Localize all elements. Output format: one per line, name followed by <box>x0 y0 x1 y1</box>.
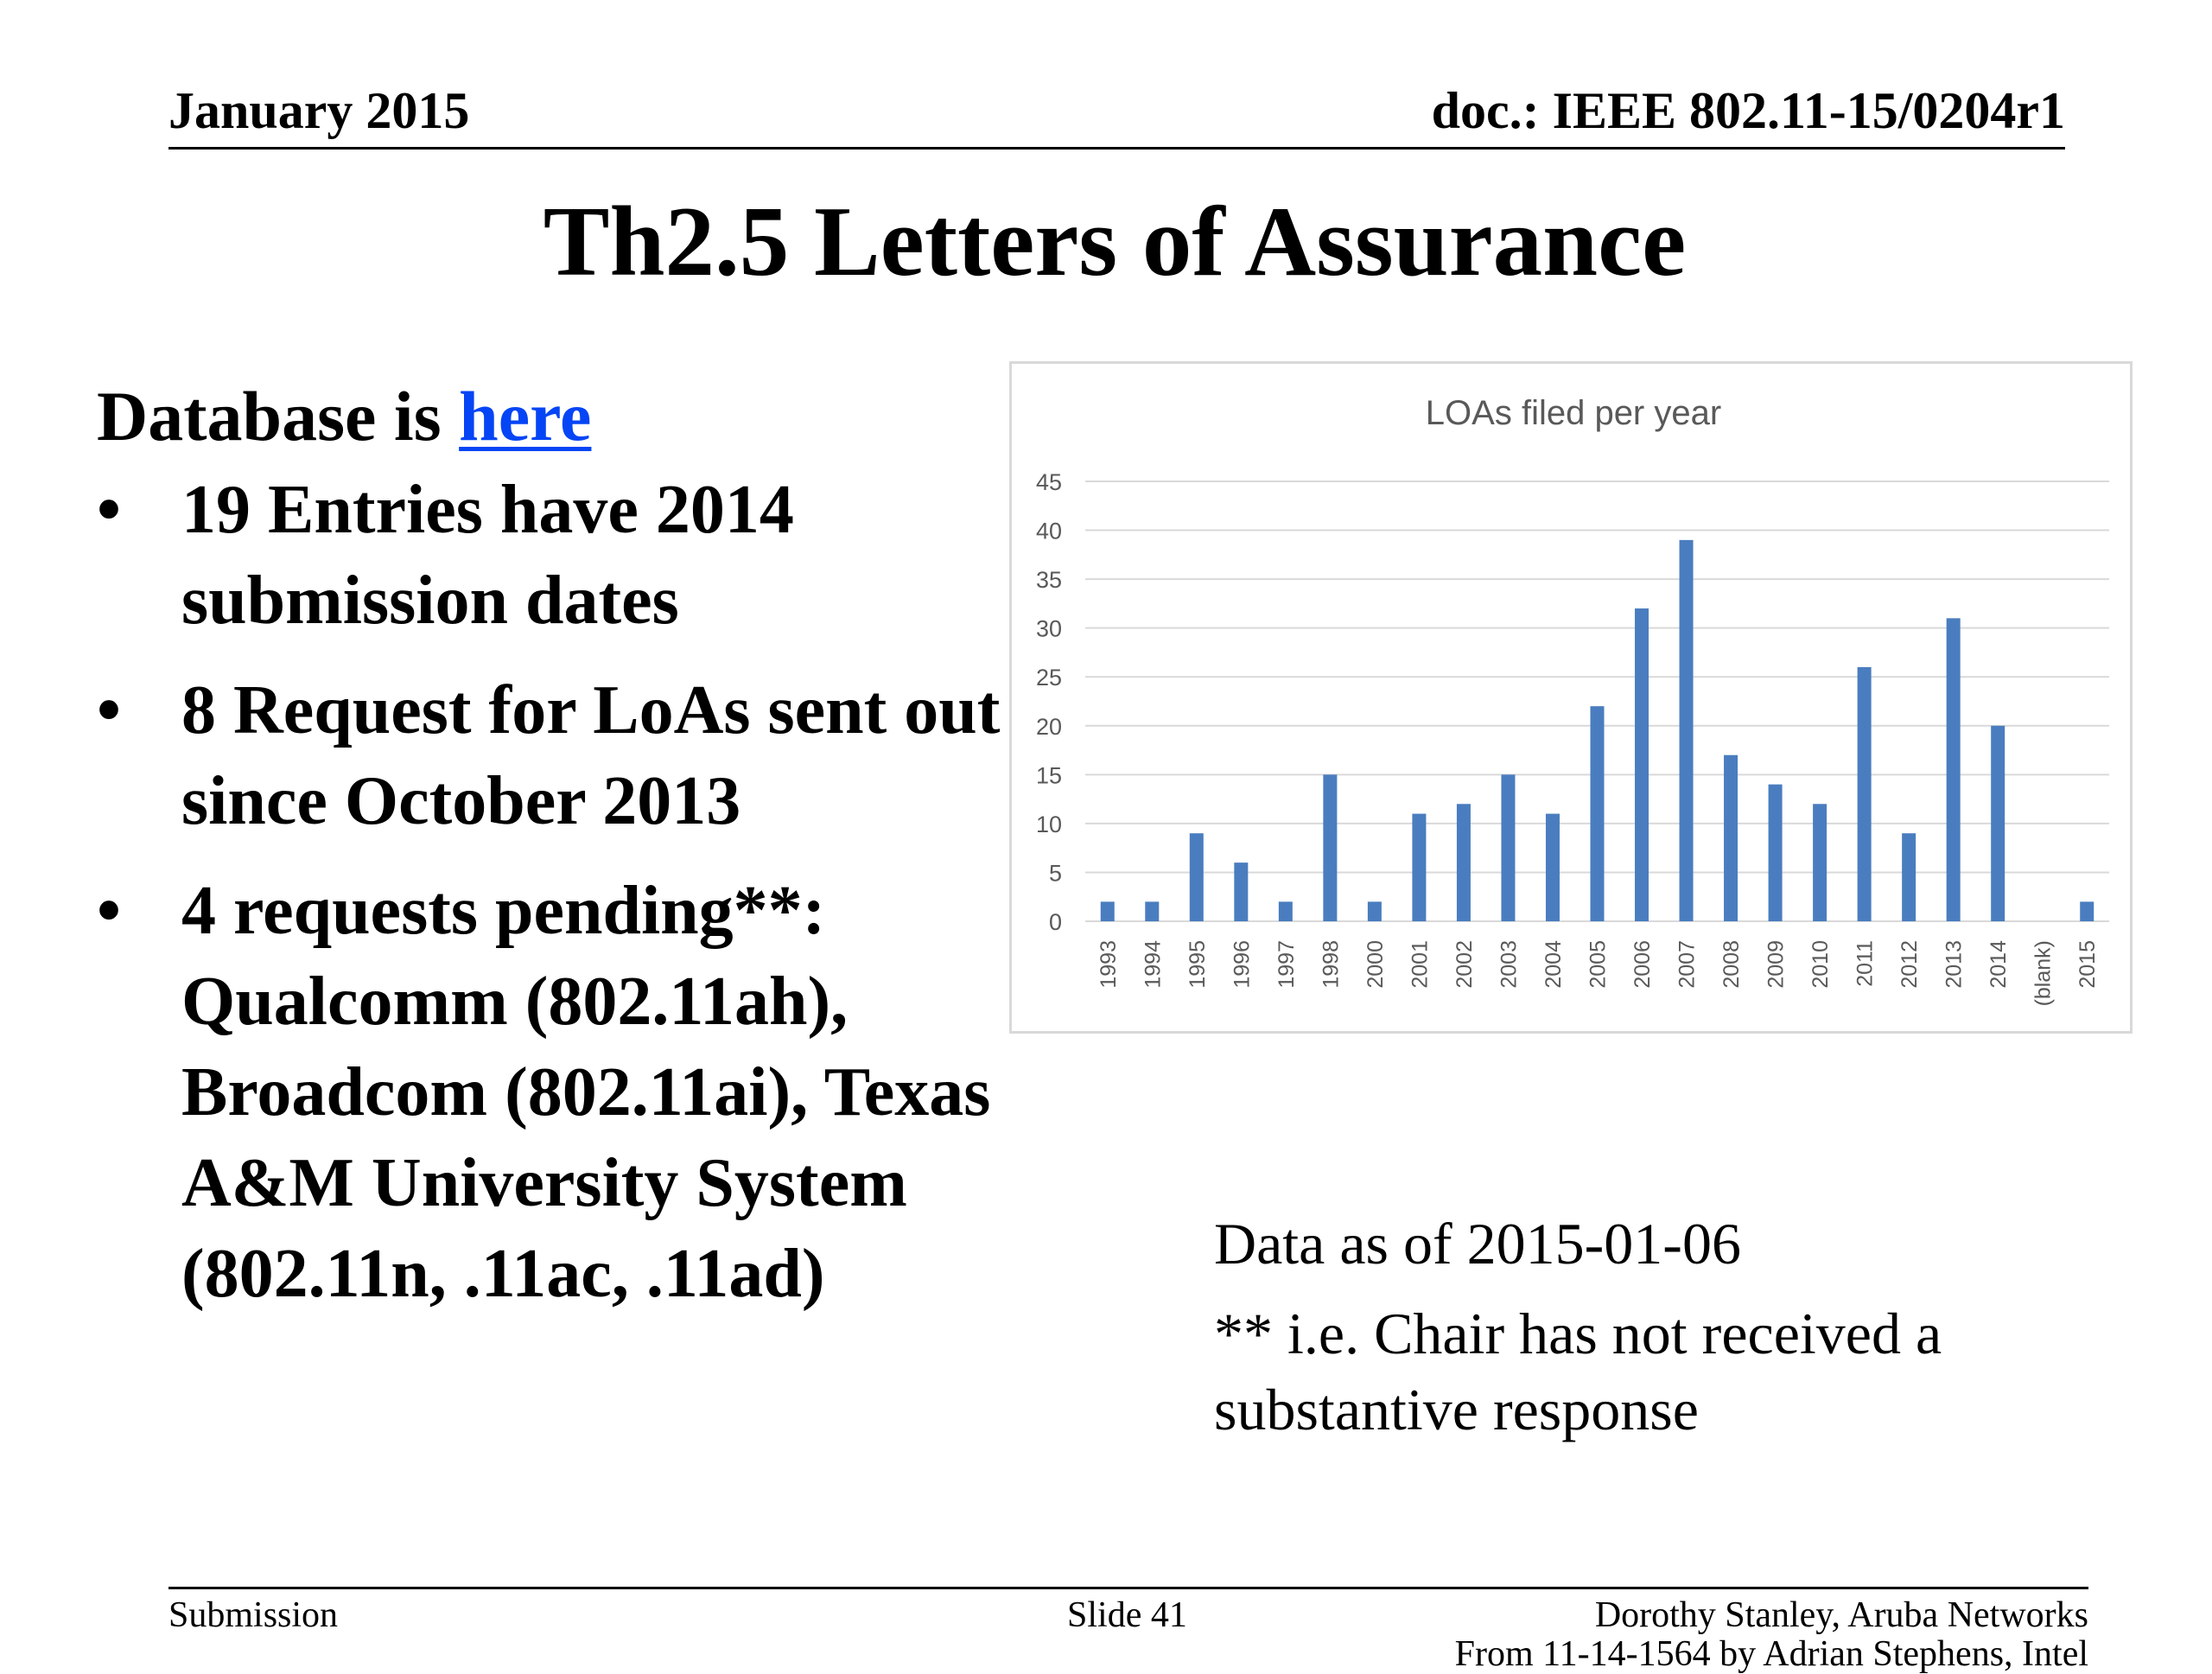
bullet-icon: • <box>97 672 122 748</box>
x-tick-label: 1993 <box>1096 940 1121 989</box>
bar-2014 <box>1991 726 2005 921</box>
x-tick-label: 2013 <box>1942 940 1967 989</box>
x-tick-label: 2012 <box>1897 940 1923 989</box>
y-tick-label: 10 <box>1035 811 1062 837</box>
y-tick-label: 5 <box>1048 860 1062 887</box>
x-tick-label: 2008 <box>1719 940 1745 989</box>
bar-2013 <box>1947 618 1961 921</box>
bar-1997 <box>1279 901 1293 921</box>
bar-2001 <box>1412 814 1426 921</box>
header-doc-id: doc.: IEEE 802.11-15/0204r1 <box>1431 82 2065 139</box>
bar-1998 <box>1323 774 1337 921</box>
bullet-list <box>97 465 1013 1320</box>
x-tick-label: 1996 <box>1230 940 1255 989</box>
bar-2011 <box>1858 667 1872 921</box>
chart-title: LOAs filed per year <box>1425 394 1722 432</box>
y-tick-label: 30 <box>1035 615 1062 642</box>
bullet-item <box>97 866 1013 1320</box>
x-tick-label: 2001 <box>1408 940 1433 989</box>
y-tick-label: 15 <box>1035 762 1062 789</box>
bar-1996 <box>1234 862 1248 921</box>
x-tick-label: 2015 <box>2075 940 2101 989</box>
bullet-text: 19 Entries have 2014 submission dates <box>181 472 794 639</box>
y-tick-label: 35 <box>1035 567 1062 594</box>
x-axis-ticks <box>1096 940 2100 1007</box>
y-axis-ticks <box>1036 469 1062 935</box>
chart-container <box>1009 361 2133 1034</box>
header-divider <box>168 147 2065 150</box>
notes <box>1214 1206 2164 1448</box>
x-tick-label: 1997 <box>1274 940 1299 989</box>
database-prefix: Database is <box>97 377 460 455</box>
bar-1994 <box>1145 901 1159 921</box>
footer-source: From 11-14-1564 by Adrian Stephens, Intel <box>1454 1634 2088 1674</box>
bar-2008 <box>1724 755 1738 921</box>
bar-1995 <box>1190 833 1204 921</box>
bar-2003 <box>1501 774 1515 921</box>
x-tick-label: 2003 <box>1497 940 1522 989</box>
bullet-item <box>97 665 1013 847</box>
bar-2000 <box>1368 901 1382 921</box>
x-tick-label: 2002 <box>1452 940 1477 989</box>
slide-title: Th2.5 Letters of Assurance <box>543 187 1687 296</box>
left-content <box>97 373 1013 1339</box>
footnote: ** i.e. Chair has not received a substantive response <box>1214 1301 1942 1442</box>
x-tick-label: 2011 <box>1853 940 1878 987</box>
bar-2006 <box>1635 608 1649 921</box>
x-tick-label: 2014 <box>1986 940 2012 989</box>
y-tick-label: 45 <box>1035 469 1062 495</box>
x-tick-label: 2009 <box>1764 940 1789 989</box>
bar-2009 <box>1769 785 1783 921</box>
bar-2015 <box>2080 901 2094 921</box>
x-tick-label: 2004 <box>1541 940 1566 989</box>
header-date: January 2015 <box>168 82 470 139</box>
x-tick-label: 2000 <box>1363 940 1388 989</box>
bar-2010 <box>1813 804 1827 921</box>
bar-1993 <box>1101 901 1115 921</box>
x-tick-label: 1995 <box>1185 940 1210 989</box>
chart-bars <box>1101 540 2094 921</box>
footer-author: Dorothy Stanley, Aruba Networks <box>1594 1595 2088 1635</box>
x-tick-label: 2010 <box>1808 940 1834 989</box>
x-tick-label: 2007 <box>1675 940 1700 989</box>
x-tick-label: 2006 <box>1630 940 1656 989</box>
bullet-text: 8 Request for LoAs sent out since October 2013 <box>181 672 1001 839</box>
y-tick-label: 40 <box>1035 518 1062 544</box>
bar-2007 <box>1680 540 1694 921</box>
bar-chart <box>1012 364 2130 1031</box>
bar-2005 <box>1591 706 1605 921</box>
bullet-item <box>97 465 1013 646</box>
data-date-note: Data as of 2015-01-06 <box>1214 1211 1741 1276</box>
footer-submission: Submission <box>168 1595 339 1635</box>
y-tick-label: 25 <box>1035 665 1062 691</box>
bar-2002 <box>1457 804 1471 921</box>
x-tick-label: 1994 <box>1141 940 1166 989</box>
bullet-text: 4 requests pending**: Qualcomm (802.11ah), Broadcom (802.11ai), Texas A&M University System (802.11n, .11ac, .11ad) <box>181 873 991 1312</box>
y-tick-label: 20 <box>1035 713 1062 740</box>
y-tick-label: 0 <box>1048 909 1062 935</box>
bullet-icon: • <box>97 873 122 949</box>
x-tick-label: (blank) <box>2031 940 2056 1007</box>
x-tick-label: 2005 <box>1586 940 1611 989</box>
footer-divider <box>168 1587 2088 1589</box>
bullet-icon: • <box>97 472 122 548</box>
database-link[interactable]: here <box>459 377 592 455</box>
database-line <box>97 373 1013 460</box>
bar-2004 <box>1546 814 1560 921</box>
x-tick-label: 1998 <box>1319 940 1344 989</box>
bar-2012 <box>1902 833 1916 921</box>
footer-slide-number: Slide 41 <box>1067 1595 1187 1635</box>
